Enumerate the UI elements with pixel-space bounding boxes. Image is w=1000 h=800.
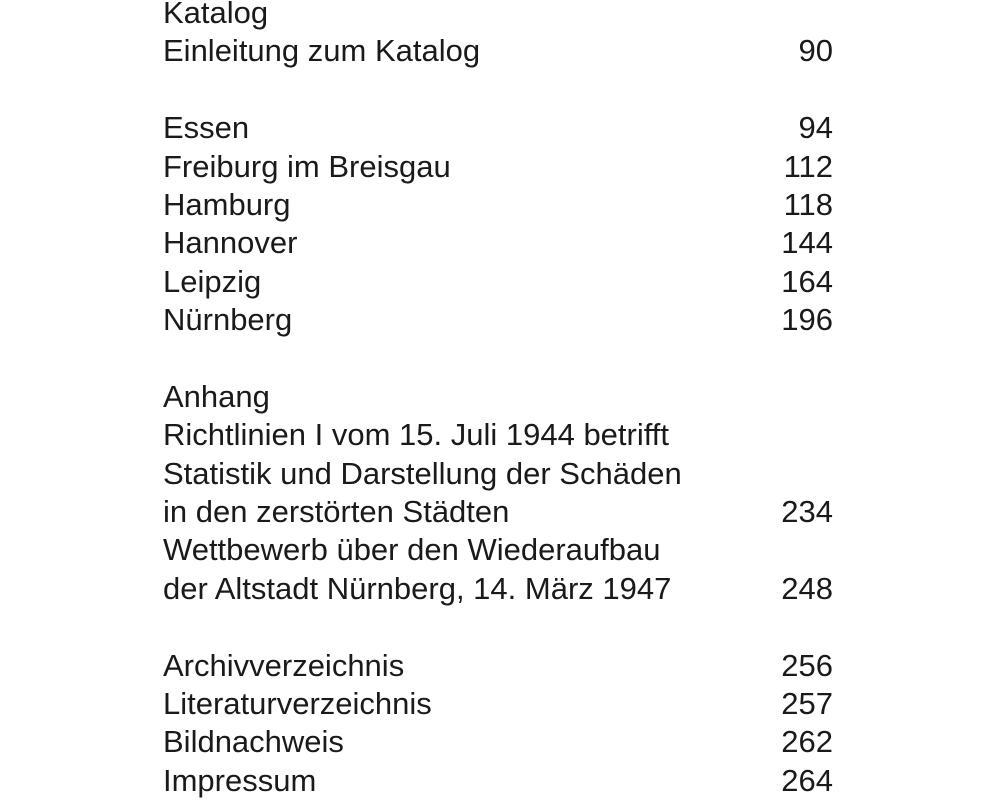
toc-entry-title: Nürnberg xyxy=(163,302,293,338)
toc-entry-title: Bildnachweis xyxy=(163,724,344,760)
toc-entry-line xyxy=(163,455,833,493)
toc-entry xyxy=(163,263,833,301)
toc-entry-page: 262 xyxy=(781,724,833,760)
toc-entry-page: 90 xyxy=(798,33,833,69)
toc-entry-title: Hamburg xyxy=(163,186,291,222)
toc-entry-title: Freiburg im Breisgau xyxy=(163,148,451,184)
section-spacer xyxy=(163,340,833,378)
toc-entry-page: 164 xyxy=(781,263,833,299)
section-heading-anhang xyxy=(163,378,833,416)
toc-entry-page: 196 xyxy=(781,302,833,338)
toc-entry-page: 112 xyxy=(783,148,833,184)
toc-entry-title: Essen xyxy=(163,110,250,146)
toc-entry-title: Impressum xyxy=(163,762,317,798)
toc-entry-title: Hannover xyxy=(163,225,298,261)
section-heading-text: Katalog xyxy=(163,0,269,30)
toc-entry-page: 264 xyxy=(781,762,833,798)
toc-entry xyxy=(163,32,833,70)
toc-entry xyxy=(163,186,833,224)
toc-entry-page: 257 xyxy=(781,686,833,722)
toc-entry xyxy=(163,762,833,800)
toc-entry-page: 256 xyxy=(781,647,833,683)
section-spacer xyxy=(163,71,833,109)
toc-entry-page: 118 xyxy=(783,186,833,222)
toc-entry-page: 234 xyxy=(781,494,833,530)
toc-entry-page: 144 xyxy=(781,225,833,261)
toc-entry-title: Einleitung zum Katalog xyxy=(163,33,481,69)
toc-entry xyxy=(163,685,833,723)
toc-entry-title: Leipzig xyxy=(163,263,262,299)
toc-entry xyxy=(163,148,833,186)
toc-entry-title-line: Richtlinien I vom 15. Juli 1944 betrifft xyxy=(163,417,670,453)
toc-entry-title-line: Statistik und Darstellung der Schäden xyxy=(163,455,682,491)
toc-entry-line xyxy=(163,416,833,454)
section-heading-text: Anhang xyxy=(163,378,270,414)
toc-entry xyxy=(163,723,833,761)
toc-entry-line xyxy=(163,531,833,569)
toc-entry-line xyxy=(163,570,833,608)
toc-entry xyxy=(163,647,833,685)
toc-entry xyxy=(163,301,833,339)
toc-entry-title-line: Wettbewerb über den Wiederaufbau xyxy=(163,532,661,568)
toc-entry-page: 94 xyxy=(798,110,833,146)
toc-entry-line xyxy=(163,493,833,531)
toc-entry xyxy=(163,109,833,147)
toc-entry-title-line: der Altstadt Nürnberg, 14. März 1947 xyxy=(163,570,672,606)
toc-entry xyxy=(163,224,833,262)
table-of-contents xyxy=(163,0,833,800)
toc-entry-title-line: in den zerstörten Städten xyxy=(163,494,510,530)
section-heading-katalog xyxy=(163,0,833,32)
toc-entry-page: 248 xyxy=(781,570,833,606)
toc-entry-title: Archivverzeichnis xyxy=(163,647,405,683)
toc-entry-title: Literaturverzeichnis xyxy=(163,686,432,722)
section-spacer xyxy=(163,608,833,646)
